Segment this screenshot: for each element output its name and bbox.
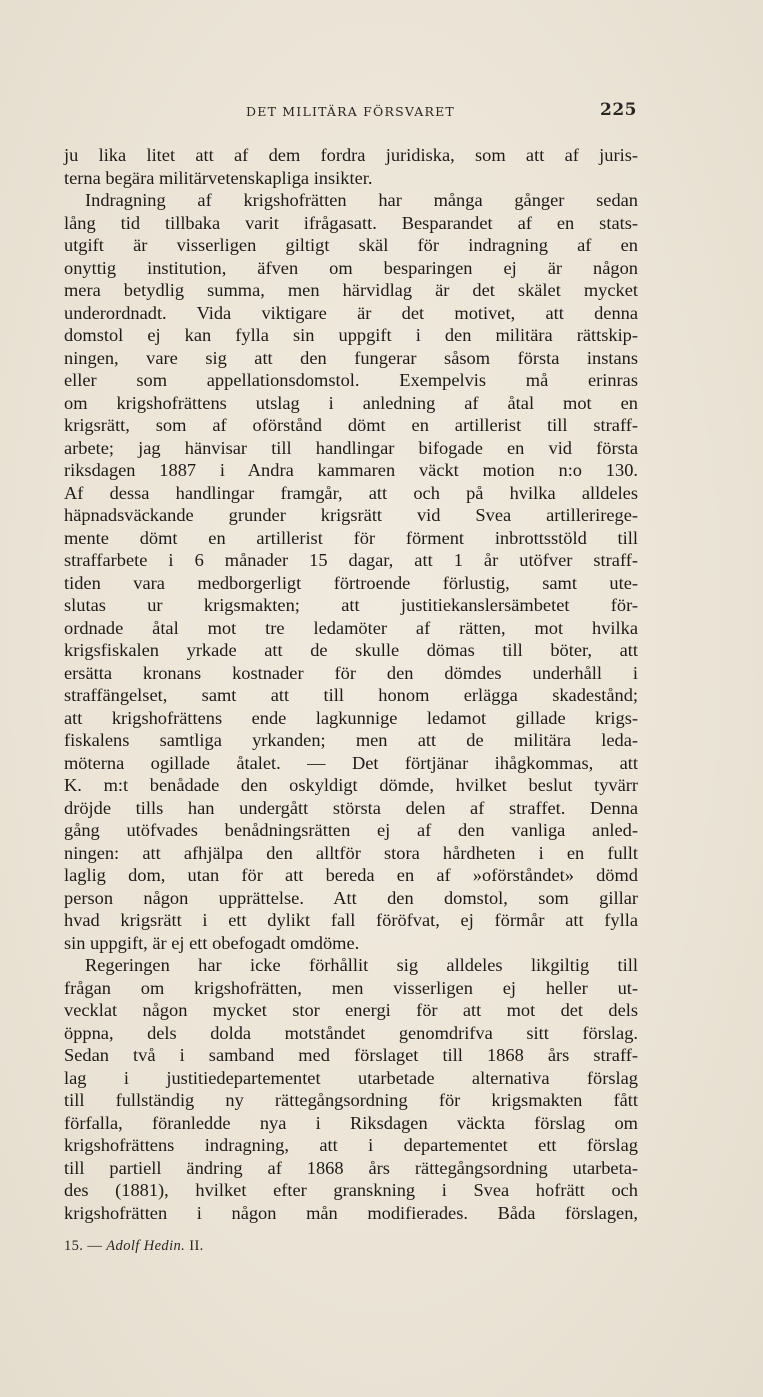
text-line: gång utöfvades benådningsrätten ej af den vanliga anled-	[64, 820, 638, 840]
text-line: till partiell ändring af 1868 års rättegångsordning utarbeta-	[64, 1157, 638, 1178]
text-line: Regeringen har icke förhållit sig alldeles likgiltig till	[85, 955, 638, 975]
text-line: krigshofrätten i någon mån modifierades. Båda förslagen,	[64, 1202, 638, 1223]
text-line: K. m:t benådade den oskyldigt dömde, hvilket beslut tyvärr	[64, 775, 638, 795]
text-line: sin uppgift, är ej ett obefogadt omdöme.	[64, 932, 360, 953]
running-title: DET MILITÄRA FÖRSVARET	[246, 104, 455, 119]
text-line: krigsrätt, som af oförstånd dömt en artillerist till straff-	[64, 415, 638, 435]
page-number: 225	[600, 100, 637, 120]
text-line: straffarbete i 6 månader 15 dagar, att 1 år utöfver straff-	[64, 550, 638, 570]
text-line: lång tid tillbaka varit ifrågasatt. Besparandet af en stats-	[64, 212, 638, 233]
body-text	[64, 144, 638, 1224]
text-line: onyttig institution, äfven om besparingen ej är någon	[64, 257, 638, 278]
text-line: lag i justitiedepartementet utarbetade alternativa förslag	[64, 1067, 638, 1088]
text-line: Indragning af krigshofrätten har många gånger sedan	[85, 190, 638, 210]
text-line: om krigshofrättens utslag i anledning af åtal mot en	[64, 392, 638, 413]
text-line: till fullständig ny rättegångsordning för krigsmakten fått	[64, 1090, 638, 1110]
text-line: krigsfiskalen yrkade att de skulle dömas till böter, att	[64, 640, 638, 660]
text-line: Af dessa handlingar framgår, att och på hvilka alldeles	[64, 482, 638, 503]
signature-number: 15. —	[64, 1238, 103, 1254]
footer-author: Adolf Hedin.	[106, 1238, 186, 1254]
text-line: underordnadt. Vida viktigare är det motivet, att denna	[64, 302, 638, 323]
text-line: mera betydlig summa, men härvidlag är det skälet mycket	[64, 280, 638, 300]
text-line: laglig dom, utan för att bereda en af »oförståndet» dömd	[64, 865, 638, 885]
text-line: förfalla, föranledde nya i Riksdagen väckta förslag om	[64, 1112, 638, 1133]
running-head	[62, 102, 639, 124]
text-line: dröjde tills han undergått största delen af straffet. Denna	[64, 797, 638, 818]
text-line: ju lika litet att af dem fordra juridiska, som att af juris-	[64, 145, 638, 165]
text-line: riksdagen 1887 i Andra kammaren väckt motion n:o 130.	[64, 460, 638, 480]
text-line: krigshofrättens indragning, att i departementet ett förslag	[64, 1135, 638, 1155]
text-line: des (1881), hvilket efter granskning i Svea hofrätt och	[64, 1180, 638, 1200]
signature-footer	[64, 1238, 204, 1255]
text-line: arbete; jag hänvisar till handlingar bifogade en vid första	[64, 437, 638, 458]
text-line: eller som appellationsdomstol. Exempelvis må erinras	[64, 370, 638, 390]
text-line: vecklat någon mycket stor energi för att mot det dels	[64, 1000, 638, 1020]
text-line: ersätta kronans kostnader för den dömdes underhåll i	[64, 662, 638, 683]
text-line: utgift är visserligen giltigt skäl för indragning af en	[64, 235, 638, 255]
text-line: mente dömt en artillerist för förment inbrottsstöld till	[64, 527, 638, 548]
text-line: terna begära militärvetenskapliga insikter.	[64, 167, 373, 188]
text-line: slutas ur krigsmakten; att justitiekanslersämbetet för-	[64, 595, 638, 615]
text-line: häpnadsväckande grunder krigsrätt vid Svea artilleriregе-	[64, 505, 638, 525]
text-line: ningen, vare sig att den fungerar såsom första instans	[64, 347, 638, 368]
text-line: att krigshofrättens ende lagkunnige ledamot gillade krigs-	[64, 707, 638, 728]
text-line: fiskalens samtliga yrkanden; men att de militära leda-	[64, 730, 638, 750]
footer-volume: II.	[189, 1238, 204, 1254]
text-line: frågan om krigshofrätten, men visserligen ej heller ut-	[64, 977, 638, 998]
text-line: domstol ej kan fylla sin uppgift i den militära rättskip-	[64, 325, 638, 345]
text-line: möterna ogillade åtalet. — Det förtjänar ihågkommas, att	[64, 752, 638, 773]
text-line: öppna, dels dolda motståndet genomdrifva sitt förslag.	[64, 1022, 638, 1043]
text-line: Sedan två i samband med förslaget till 1868 års straff-	[64, 1045, 638, 1065]
text-line: ningen: att afhjälpa den alltför stora hårdheten i en fullt	[64, 842, 638, 863]
text-line: ordnade åtal mot tre ledamöter af rätten, mot hvilka	[64, 617, 638, 638]
text-line: tiden vara medborgerligt förtroende förlustig, samt ute-	[64, 572, 638, 593]
text-line: person någon upprättelse. Att den domstol, som gillar	[64, 887, 638, 908]
text-line: hvad krigsrätt i ett dylikt fall föröfvat, ej förmår att fylla	[64, 910, 638, 930]
text-line: straffängelset, samt att till honom erlägga skadestånd;	[64, 685, 638, 705]
